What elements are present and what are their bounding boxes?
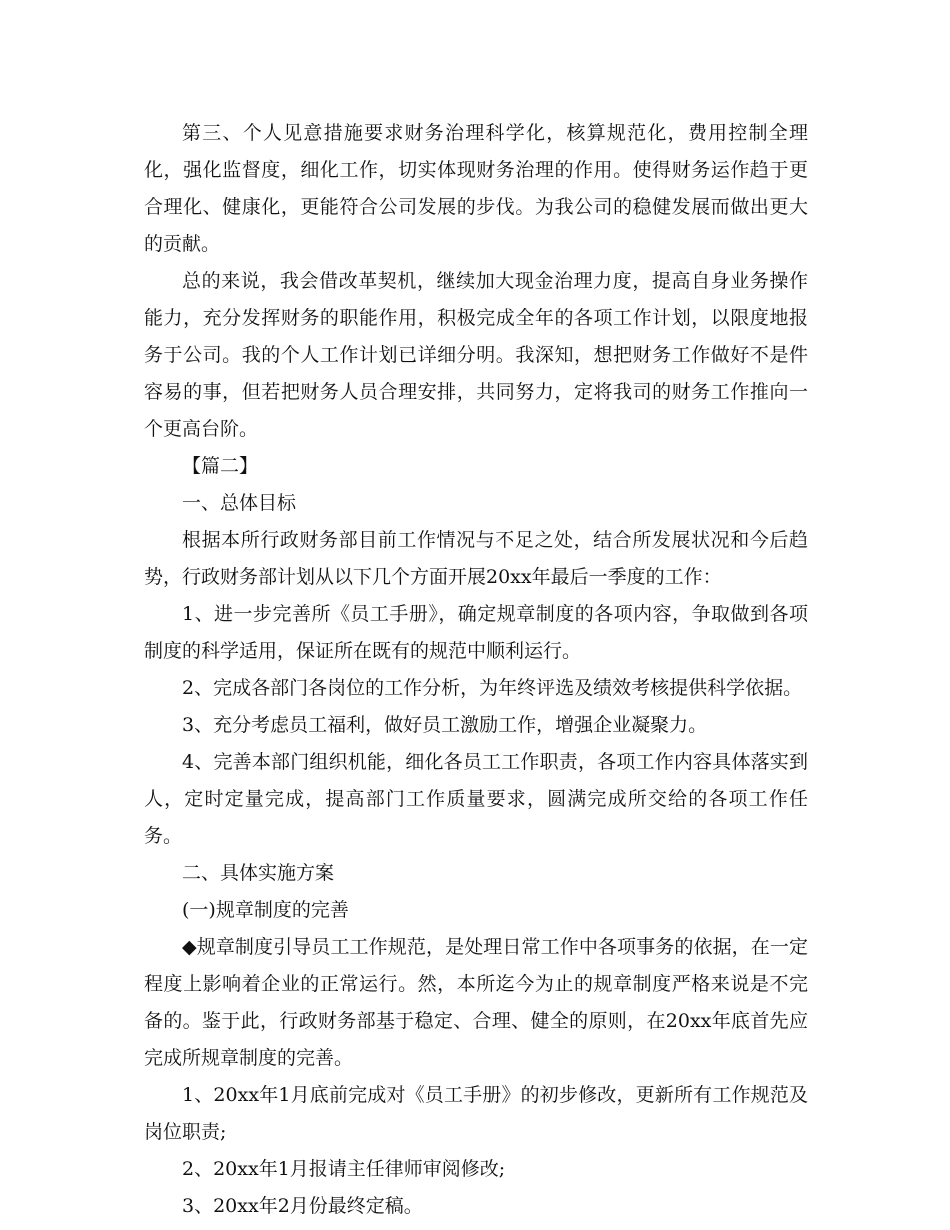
paragraph-measures: 第三、个人见意措施要求财务治理科学化，核算规范化，费用控制全理化，强化监督度，细化工作，切实体现财务治理的作用。使得财务运作趋于更合理化、健康化，更能符合公司发展的步伐。为我公司的稳健发展而做出更大的贡献。 — [144, 122, 808, 255]
plan-step-2: 2、20xx年1月报请主任律师审阅修改; — [182, 1158, 506, 1180]
heading-implementation-plan: 二、具体实施方案 — [182, 862, 335, 884]
paragraph-goals-intro: 根据本所行政财务部目前工作情况与不足之处，结合所发展状况和今后趋势，行政财务部计划从以下几个方面开展20xx年最后一季度的工作： — [144, 529, 808, 588]
heading-overall-goals: 一、总体目标 — [182, 492, 297, 514]
plan-step-3: 3、20xx年2月份最终定稿。 — [182, 1195, 423, 1217]
goal-item-4: 4、完善本部门组织机能，细化各员工工作职责，各项工作内容具体落实到人，定时定量完成，提高部门工作质量要求，圆满完成所交给的各项工作任务。 — [144, 751, 808, 847]
goal-item-3: 3、充分考虑员工福利，做好员工激励工作，增强企业凝聚力。 — [182, 714, 708, 736]
section-heading-part-two: 【篇二】 — [182, 455, 259, 477]
subheading-regulations: (一)规章制度的完善 — [182, 899, 349, 921]
paragraph-regulations: ◆规章制度引导员工工作规范，是处理日常工作中各项事务的依据，在一定程度上影响着企业的正常运行。然，本所迄今为止的规章制度严格来说是不完备的。鉴于此，行政财务部基于稳定、合理、健全的原则，在20xx年底首先应完成所规章制度的完善。 — [144, 936, 808, 1069]
paragraph-summary: 总的来说，我会借改革契机，继续加大现金治理力度，提高自身业务操作能力，充分发挥财务的职能作用，积极完成全年的各项工作计划，以限度地报务于公司。我的个人工作计划已详细分明。我深知，想把财务工作做好不是件容易的事，但若把财务人员合理安排，共同努力，定将我司的财务工作推向一个更高台阶。 — [144, 270, 808, 440]
goal-item-2: 2、完成各部门各岗位的工作分析，为年终评选及绩效考核提供科学依据。 — [182, 677, 803, 699]
plan-step-1: 1、20xx年1月底前完成对《员工手册》的初步修改，更新所有工作规范及岗位职责; — [144, 1084, 808, 1143]
document-body — [144, 115, 808, 1225]
goal-item-1: 1、进一步完善所《员工手册》，确定规章制度的各项内容，争取做到各项制度的科学适用，保证所在既有的规范中顺利运行。 — [144, 603, 808, 662]
